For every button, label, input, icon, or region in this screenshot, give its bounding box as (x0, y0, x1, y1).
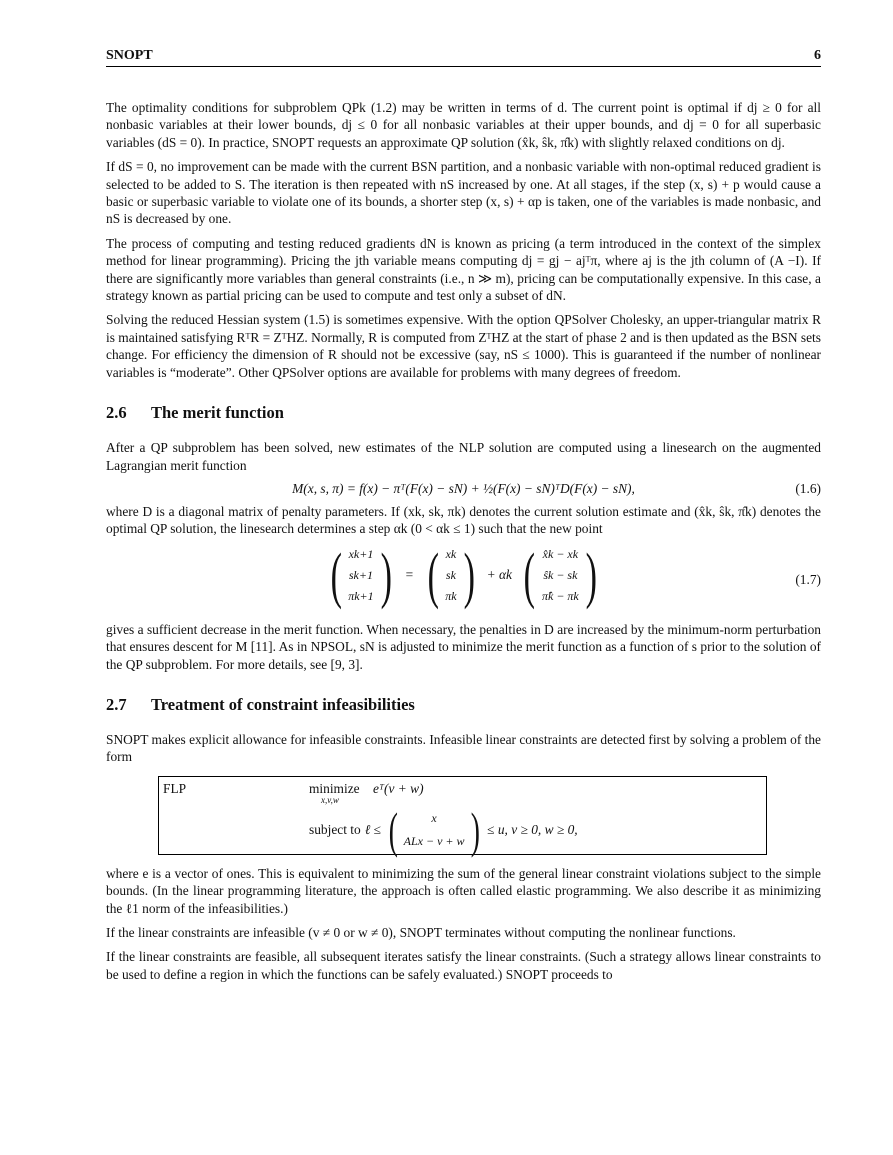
paragraph-infeasible-terminate: If the linear constraints are infeasible (v ≠ 0 or w ≠ 0), SNOPT terminates without computing the nonlinear functions. (106, 924, 736, 940)
page-header (106, 48, 821, 67)
section-title: Treatment of constraint infeasibilities (151, 694, 415, 714)
section-number: 2.7 (106, 694, 127, 714)
flp-objective: eᵀ(v + w) (372, 780, 424, 796)
vec-entry: sk (445, 568, 456, 583)
paragraph-optimality: The optimality conditions for subproblem QPk (1.2) may be written in terms of d. The current point is optimal if dj ≥ 0 for all nonbasic variables at their lower bounds, dj ≤ 0 for all nonbasic variables at their upper bounds, and dj = 0 for all superbasic variables (dS = 0). In practice, SNOPT requests an approximate QP solution (x̂k, ŝk, π̂k) with slightly relaxed conditions on dj. (106, 100, 821, 150)
vec-entry: πk (445, 589, 457, 604)
vec-entry: π̂k − πk (541, 589, 579, 604)
paragraph-penalty: where D is a diagonal matrix of penalty parameters. If (xk, sk, πk) denotes the current solution estimate and (x̂k, ŝk, π̂k) denotes the optimal QP solution, the linesearch determines a step αk (0 < αk ≤ 1) such that the new point (106, 503, 821, 537)
equation-body: M(x, s, π) = f(x) − πᵀ(F(x) − sN) + ½(F(x) − sN)ᵀD(F(x) − sN), (292, 480, 635, 496)
vec-entry: x̂k − xk (542, 547, 579, 562)
vector-lhs: ( xk+1 sk+1 πk+1 ) (330, 541, 392, 610)
section-number: 2.6 (106, 403, 127, 423)
paragraph-pricing: The process of computing and testing reduced gradients dN is known as pricing (a term introduced in the context of the simplex method for linear programming). Pricing the jth variable means computing dj = gj − ajᵀπ, where aj is the jth column of (A −I). If there are significantly more variables than general constraints (i.e., n ≫ m), pricing can be computationally expensive. In this case, a strategy known as partial pricing can be used to compute and test only a subset of dN. (106, 235, 821, 304)
paragraph-feasible-proceed: If the linear constraints are feasible, all subsequent iterates satisfy the linear constraints. (Such a strategy allows linear constraints to be used to define a region in which the functions can be safely evaluated.) SNOPT proceeds to (106, 949, 821, 982)
flp-problem-box (158, 776, 767, 858)
vec-entry: xk (445, 547, 457, 562)
vec-entry: πk+1 (348, 589, 374, 604)
flp-objective-row (309, 781, 424, 805)
vec-entry: ALx − v + w (403, 833, 465, 848)
vector-current: ( xk sk πk ) (427, 541, 475, 610)
vec-entry: ŝk − sk (543, 568, 578, 583)
minimize-keyword: minimize (309, 780, 360, 796)
document-page (106, 48, 821, 990)
minimize-subscript: x,v,w (321, 794, 339, 805)
flp-label: FLP (163, 780, 187, 796)
paragraph-infeasible-intro: SNOPT makes explicit allowance for infeasible constraints. Infeasible linear constraints are detected first by solving a problem of the form (106, 731, 821, 765)
vec-entry: xk+1 (348, 547, 374, 562)
header-title: SNOPT (106, 48, 153, 63)
constraint-vector: ( x ALx − v + w ) (388, 801, 480, 858)
equation-operator: + αk (486, 566, 512, 582)
equation-number: (1.6) (795, 480, 821, 496)
vec-entry: sk+1 (348, 568, 373, 583)
paragraph-vector-of-ones: where e is a vector of ones. This is equivalent to minimizing the sum of the general linear constraint violations subject to the simple bounds. (In the linear programming literature, the approach is often called elastic programming. We also describe it as minimizing the ℓ1 norm of the infeasibilities.) (106, 865, 821, 916)
section-title: The merit function (151, 403, 284, 423)
equation-1-7: ( xk+1 sk+1 πk+1 ) = ( xk sk πk ) + αk ( x̂k − xk ŝk − sk π̂k − πk ) (1.7) (106, 545, 821, 615)
constraint-lhs: ℓ ≤ (364, 821, 381, 837)
flp-constraint-row (309, 801, 578, 858)
paragraph-ds-zero: If dS = 0, no improvement can be made with the current BSN partition, and a nonbasic variable with non-optimal reduced gradient is selected to be added to S. The iteration is then repeated with nS increased by one. At all stages, if the step (x, s) + p would cause a basic or superbasic variable to violate one of its bounds, a shorter step (x, s) + αp is taken, one of the variables is made nonbasic, and nS is decreased by one. (106, 159, 821, 227)
page-number: 6 (814, 48, 821, 63)
constraint-rhs: ≤ u, v ≥ 0, w ≥ 0, (487, 821, 578, 837)
paragraph-sufficient-decrease: gives a sufficient decrease in the merit function. When necessary, the penalties in D are increased by the minimum-norm perturbation that ensures descent for M [11]. As in NPSOL, sN is adjusted to minimize the merit function as a function of s prior to the solution of the QP subproblem. For more details, see [9, 3]. (106, 621, 821, 672)
section-heading-merit (106, 403, 821, 423)
section-heading-infeasibilities (106, 695, 821, 715)
vec-entry: x (431, 810, 437, 825)
paragraph-merit-intro: After a QP subproblem has been solved, new estimates of the NLP solution are computed using a linesearch on the augmented Lagrangian merit function (106, 440, 821, 473)
vector-step: ( x̂k − xk ŝk − sk π̂k − πk ) (523, 541, 597, 610)
subject-to-keyword: subject to (309, 821, 361, 837)
equation-1-6 (106, 481, 821, 497)
paragraph-reduced-hessian: Solving the reduced Hessian system (1.5) is sometimes expensive. With the option QPSolver Cholesky, an upper-triangular matrix R is maintained satisfying RᵀR = ZᵀHZ. Normally, R is computed from ZᵀHZ at the start of phase 2 and is then updated as the BSN sets change. For efficiency the dimension of R should not be excessive (say, nS ≤ 1000). This is guaranteed if the number of nonlinear variables is “moderate”. Other QPSolver options are available for problems with many degrees of freedom. (106, 312, 821, 380)
equation-number: (1.7) (795, 571, 821, 587)
